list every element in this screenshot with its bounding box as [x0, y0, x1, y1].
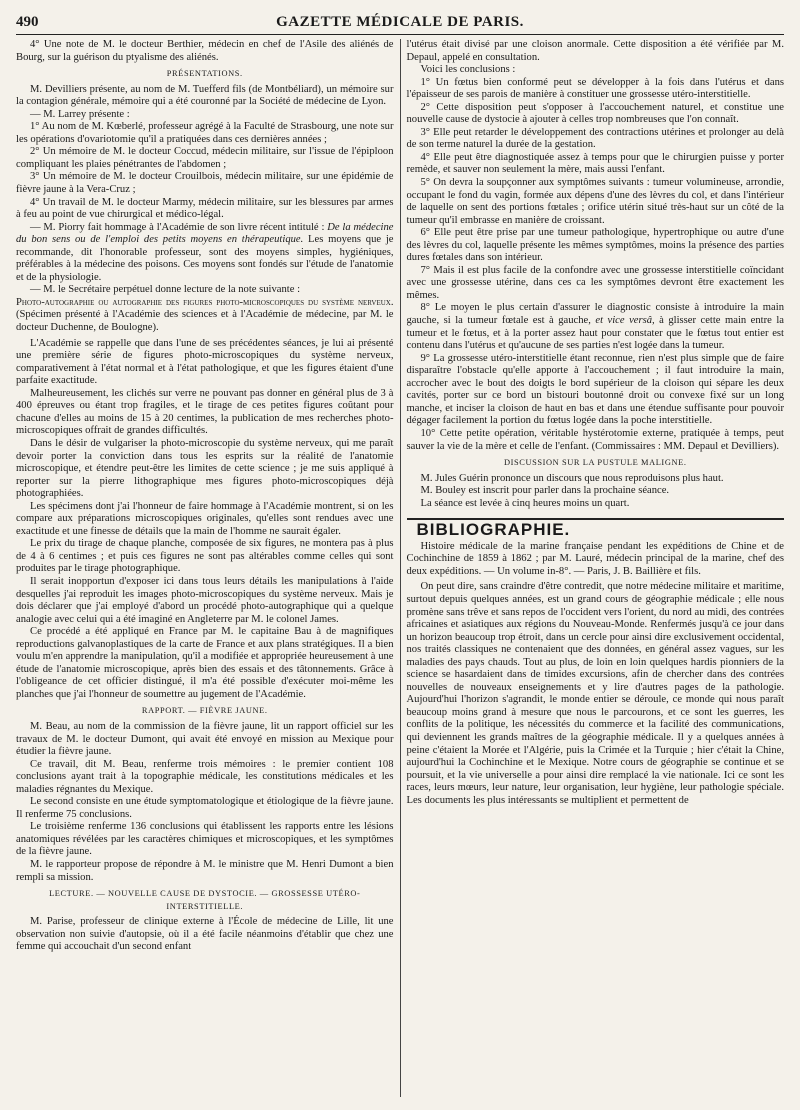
inopportun-paragraph: Il serait inopportun d'exposer ici dans tous leurs détails les manipulations à l'aide desquelles j'ai reproduit les images photo-microscopiques du système nerveux. Mais je dois déclarer que j'ai employé d'abord un procédé photo-autographique qui a quelque analogie avec celui qui a été imaginé en Angleterre par M. le colonel James. [16, 575, 394, 625]
journal-title: GAZETTE MÉDICALE DE PARIS. [276, 14, 524, 30]
conclusion-10: 10° Cette petite opération, véritable hystérotomie externe, pratiquée à temps, peut sauver la vie de la mère et celle de l'enfant. (Commissaires : MM. Depaul et Devilliers). [406, 427, 784, 452]
piorry-quote: Les moyens que je recommande, dit l'honorable professeur, sont des moyens simples, hygiéniques, préférables à la médecine des poisons. Ces moyens sont fondés sur l'étude de l'anatomie et de la physiologie. [16, 234, 394, 283]
vulgariser-paragraph: Dans le désir de vulgariser la photo-microscopie du système nerveux, qui me paraît devoir porter la conviction dans tous les esprits sur la réalité de l'anatomie microscopique, et étendre peut-être les limites de cette science ; je me suis appliqué à reporter sur la pierre lithographique mes figures photo-microscopiques déjà photographiées. [16, 437, 394, 500]
devilliers-paragraph: M. Devilliers présente, au nom de M. Tuefferd fils (de Montbéliard), un mémoire sur la contagion générale, mémoire qui a été couronné par la Société de médecine de Lyon. [16, 83, 394, 108]
conclusion-8-a: 8° Le moyen le plus certain d'assurer le diagnostic consiste à introduire la main gauche, si la tumeur fœtale est à gauche, [406, 302, 784, 327]
conclusion-3: 3° Elle peut retarder le développement des contractions utérines et prolonger au delà de son terme naturel la durée de la gestation. [406, 126, 784, 151]
academie-paragraph: L'Académie se rappelle que dans l'une de ses précédentes séances, je lui ai présenté une première série de figures photo-microscopiques du système nerveux, comparativement à l'état normal et à l'état pathologique, et que les figures étaient d'une parfaite exactitude. [16, 337, 394, 387]
travail-paragraph: Ce travail, dit M. Beau, renferme trois mémoires : le premier contient 108 conclusions ayant trait à la topographie médicale, les constitutions médicales et les maladies régnantes du Mexique. [16, 758, 394, 795]
left-column [16, 39, 401, 1097]
second-paragraph: Le second consiste en une étude symptomatologique et étiologique de la fièvre jaune. Il renferme 75 conclusions. [16, 796, 394, 820]
piorry-intro: — M. Piorry fait hommage à l'Académie de son livre récent intitulé : [30, 221, 325, 233]
conclusion-5: 5° On devra la soupçonner aux symptômes suivants : tumeur volumineuse, arrondie, occupant le fond du vagin, formée aux dépens d'une des lèvres du col, et dans l'intérieur de laquelle on sent des portions fœtales ; orifice utérin situé très-haut sur un côté de la tumeur qu'il embrasse en manière de croissant. [406, 177, 784, 226]
larrey-item-4: 4° Un travail de M. le docteur Marmy, médecin militaire, sur les blessures par armes à feu au point de vue chirurgical et médico-légal. [16, 196, 394, 221]
guerin-paragraph: M. Jules Guérin prononce un discours que nous reproduisons plus haut. [420, 472, 724, 484]
conclusion-4: 4° Elle peut être diagnostiquée assez à temps pour que le chirurgien puisse y porter remède, et sauver non seulement la mère, mais aussi l'enfant. [406, 151, 784, 176]
bibliographie-heading: BIBLIOGRAPHIE. [416, 520, 571, 540]
conclusion-9: 9° La grossesse utéro-interstitielle étant reconnue, rien n'est plus simple que de faire disparaître l'obstacle qu'elle apporte à l'accouchement ; il faut introduire la main, accrocher avec le bout des doigts le bord supérieur de la cloison qui sépare les deux cavités, porter sur ce bord un bistouri boutonné droit ou convexe fixé sur un long manche, et inciser la cloison de haut en bas et dans une étendue suffisante pour pouvoir dégager facilement la portion du fœtus logée dans la poche interstitielle. [406, 352, 784, 427]
photo-heading-rest: (Spécimen présenté à l'Académie des sciences et à l'Académie de médecine, par M. le docteur Duchenne, de Boulogne). [16, 309, 394, 334]
section-heading-rapport: RAPPORT. — FIÈVRE JAUNE. [141, 706, 268, 716]
photo-autographie-heading [16, 297, 394, 335]
photo-heading-title: Photo-autographie ou autographie des figures photo-microscopiques du système nerveux. [16, 296, 394, 308]
conclusion-8-b: à glisser cette main entre la tumeur et le fœtus, et à la porter assez haut pour constater que le fœtus tout entier est contenu dans l'utérus et qu'aucune de ses parties n'est logée dans la tumeur. [406, 315, 784, 352]
piorry-book-title: De la médecine du bon sens ou de l'emploi des petits moyens en thérapeutique. [16, 221, 394, 246]
book-reference: Histoire médicale de la marine française pendant les expéditions de Chine et de Cochinchine de 1859 à 1862 ; par M. Lauré, médecin principal de la marine, chef des deux expéditions. — Un volume in-8°. — Paris, J. B. Baillière et fils. [406, 540, 784, 577]
section-heading-presentations: PRÉSENTATIONS. [166, 69, 243, 79]
malheureusement-paragraph: Malheureusement, les clichés sur verre ne pouvant pas donner en général plus de 3 à 400 épreuves ou étant trop fragiles, et le tirage de ces petites figures coûtant pour chacune d'elles au moins de 15 à 20 centimes, la publication de mes recherches photo-microscopiques offrait de grandes difficultés. [16, 387, 394, 437]
troisieme-paragraph: Le troisième renferme 136 conclusions qui établissent les rapports entre les lésions anatomiques révélées par les caractères chimiques et microscopiques, et les symptômes de la fièvre jaune. [16, 821, 394, 858]
beau-paragraph: M. Beau, au nom de la commission de la fièvre jaune, lit un rapport officiel sur les travaux de M. le docteur Dumont, qui avait été envoyé en mission au Mexique pour étudier la fièvre jaune. [16, 720, 394, 758]
larrey-item-3: 3° Un mémoire de M. le docteur Crouilbois, médecin militaire, sur une épidémie de fièvre jaune à la Vera-Cruz ; [16, 171, 394, 196]
conclusion-2: 2° Cette disposition peut s'opposer à l'accouchement naturel, et constitue une nouvelle cause de dystocie à ajouter à celles trop nombreuses que l'on connaît. [406, 101, 784, 126]
secretaire-paragraph: — M. le Secrétaire perpétuel donne lecture de la note suivante : [30, 284, 301, 296]
specimens-paragraph: Les spécimens dont j'ai l'honneur de faire hommage à l'Académie montrent, si on les compare aux préparations microscopiques originales, qu'elles sont rendues avec une exactitude et une finesse de détails que la main de l'homme ne saurait égaler. [16, 500, 394, 537]
continuation-paragraph: l'utérus était divisé par une cloison anormale. Cette disposition a été vérifiée par M. Depaul, appelé en consultation. [406, 39, 784, 63]
bibliographie-review: On peut dire, sans craindre d'être contredit, que notre médecine militaire et maritime, surtout depuis quelques années, est un grand cours de géographie médicale ; elle nous promène sans trêve et sans repos de l'occident vers l'orient, du nord au midi, des contrées africaines et asiatiques aux régions du Nouveau-Monde. Renfermés jusqu'à ce jour dans un horizon beaucoup trop étroit, dans un cercle pour ainsi dire exclusivement occidental, nos traités classiques ne contenaient que des données, en général assez vagues, sur les maladies des pays chauds. Tout au plus, de loin en loin quelques hardis pionniers de la science se hasardaient dans de timides excursions, afin de chercher dans des contrées nouvelles de nouveaux enseignements et y lire d'autres pages de la pathologie. Aujourd'hui l'horizon s'agrandit, le monde entier se déroule, ce monde qui nous paraît beaucoup moins grand à mesure que nous le parcourons, et ce sont les guerres, les conflits de la politique, les nécessités du commerce et la facilité des communications, qui deviennent les grands maîtres de la géographie médicale. Il y a quelques années à peine c'étaient la Morée et l'Algérie, puis la Crimée et la Turquie ; hier c'était la Chine, aujourd'hui la Cochinchine et le Mexique. Notre cours de géographie se continue et se poursuit, et la vie universelle a pour ainsi dire remplacé la vie nationale. Ici ce sont les races, leurs mœurs, leur nature, leur organisation, leur hygiène, leur pathologie spéciale. Les documents les plus intéressants se multiplient et permettent de [406, 581, 784, 806]
berthier-note: 4° Une note de M. le docteur Berthier, médecin en chef de l'Asile des aliénés de Bourg, sur la guérison du ptyalisme des aliénés. [16, 39, 394, 63]
running-header [16, 14, 784, 35]
page-number: 490 [16, 14, 39, 30]
piorry-paragraph [16, 222, 394, 285]
conclusion-7: 7° Mais il est plus facile de la confondre avec une grossesse interstitielle coïncidant avec une grossesse utérine, dans ces ca les symptômes devront être exactement les mêmes. [406, 264, 784, 301]
larrey-item-2: 2° Un mémoire de M. le docteur Coccud, médecin militaire, sur l'issue de l'épiploon compliquant les plaies pénétrantes de l'abdomen ; [16, 146, 394, 170]
conclusion-8 [407, 302, 785, 352]
conclusion-6: 6° Elle peut être prise par une tumeur pathologique, hypertrophique ou autre d'une des lèvres du col, laquelle présente les mêmes symptômes, moins la présence des parties dures fœtales dans son intérieur. [406, 227, 784, 264]
procede-paragraph: Ce procédé a été appliqué en France par M. le capitaine Bau à de magnifiques reproductions galvanoplastiques de la carte de France et aux plans stratégiques. Il a bien voulu m'en apprendre la manipulation, qu'il a modifiée et appropriée heureusement à une étude de l'anatomie microscopique, après bien des essais et des tâtonnements. Grâce à l'obligeance de cet officier distingué, il m'a été possible d'exécuter moi-même les planches que j'ai l'honneur de soumettre au jugement de l'Académie. [16, 626, 394, 700]
text-columns [16, 39, 784, 1097]
rapporteur-paragraph: M. le rapporteur propose de répondre à M. le ministre que M. Henri Dumont a bien rempli sa mission. [16, 859, 394, 883]
bouley-paragraph: M. Bouley est inscrit pour parler dans la prochaine séance. [420, 485, 670, 497]
parise-paragraph: M. Parise, professeur de clinique externe à l'École de médecine de Lille, lit une observation non suivie d'autopsie, où il a été facile néanmoins d'établir que chez une femme qui accouchait d'un second enfant [16, 916, 394, 953]
right-column [401, 39, 785, 1097]
larrey-intro: — M. Larrey présente : [30, 108, 130, 120]
section-heading-discussion: DISCUSSION SUR LA PUSTULE MALIGNE. [503, 458, 687, 468]
prix-paragraph: Le prix du tirage de chaque planche, composée de six figures, ne montera pas à plus de 4 à 6 centimes ; et puis ces figures ne sont pas altérables comme celles qui sont produites par le tirage photographique. [16, 538, 394, 575]
conclusions-intro: Voici les conclusions : [420, 64, 516, 76]
conclusion-1: 1° Un fœtus bien conformé peut se développer à la fois dans l'utérus et dans l'épaisseur de ses parois de manière à constituer une grossesse utéro-interstitielle. [406, 76, 784, 101]
larrey-item-1: 1° Au nom de M. Kœberlé, professeur agrégé à la Faculté de Strasbourg, une note sur les opérations d'ovariotomie qu'il a pratiquées dans ces dernières années ; [16, 121, 394, 145]
conclusion-8-vice-versa: et vice versâ, [595, 315, 655, 327]
levee-paragraph: La séance est levée à cinq heures moins un quart. [420, 497, 630, 509]
section-heading-lecture: LECTURE. — NOUVELLE CAUSE DE DYSTOCIE. — GROSSESSE UTÉRO-INTERSTITIELLE. [49, 889, 361, 911]
